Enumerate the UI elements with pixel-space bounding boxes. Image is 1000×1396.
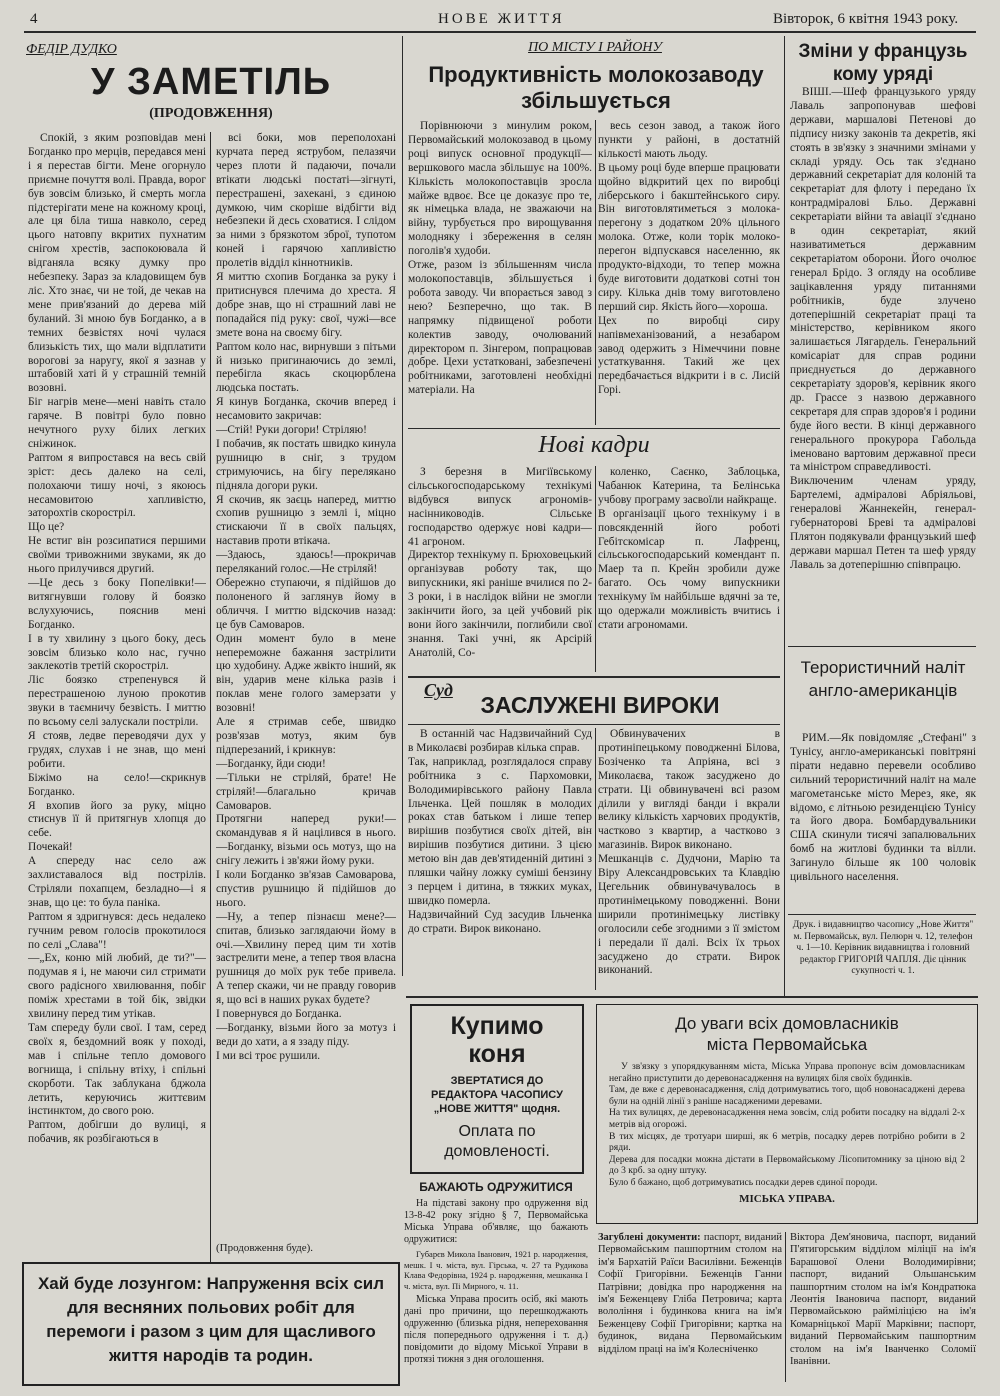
- story-split-rule: [210, 132, 211, 1262]
- milk-column-b: [598, 120, 780, 426]
- milk-split-rule: [595, 120, 596, 425]
- milk-text-a: Порівнюючи з минулим роком, Первомайський молокозавод в цьому році випуск основної продукції—вершкового масла збільшує на 100%. Кількість молокопоставців зросла майже вдвоє. Все це доказує про те, як німецька влада, не зважаючи на війну, турбується про вирощування молодняку і збереження в селян поголів'я худоби. Отже, разом із збільшенням числа молокопоставців, збільшується і робота заводу. Чи впорається завод з нею? Безперечно, що так. В напрямку підвищеної роботи колектив заводу, очолюваний директором п. Зінгером, попрацював добре. Цехи устатковані, забезпечені робітниками, заготовлені необхідні матеріали. На: [408, 120, 592, 397]
- france-text: ВІШІ.—Шеф французького уряду Лаваль запропонував шефові держави, маршалові Петенові до підпису низку законів та декретів, які стоять в зв'язку з значними змінами у складі уряду. Ось так з'єднано державний секретаріат для колоній та секретаріат для флоту і передано їх контрадміралові Бльо. Державні секретаріати війни та авіації з'єднано в один секретаріат, який називатиметься державним секретаріатом оборони. Його очолює генерал Брідо. З огляду на особливе зацікавлення уряду питаннями робітників, буде злучено дотеперішній секретаріат праці та міністерство, керівником якого залишається Лягардель. Генеральний комісаріат для справ родини приєднується до державного секретаріату здоров'я, керівник якого др. Грассе з назвою державного секретаря для справ здоров'я і родини буде його вести. В кінці державного генерального прокурора Габольда іменовано вартовим державної преси та міністром справедливості. Виключеним членам уряду, Бартелемі, адміралові Абріяльові, генералові Жаннекейн, генерал-губернаторові Бреві та адміралові Плятон подякували французький шеф держави маршал Петен та шеф уряду Лаваль за дотеперішню співпрацю.: [790, 86, 976, 571]
- milk-column-a: [408, 120, 592, 426]
- imprint-text: Друк. і видавництво часопису „Нове Життя" м. Первомайськ, вул. Пелюрн ч. 12, телефон ч. 1—10. Керівник видавництва і головний редактор ГРИГОРІЙ ЧАПЛЯ. Діє цінник сукупності ч. 1.: [792, 920, 974, 976]
- lost-column-b: [790, 1232, 976, 1388]
- france-column: [790, 86, 976, 642]
- marriage-outro: Міська Управа просить осіб, які мають дані про причини, що перешкоджають одруженню (близька рідня, непереховання після попереднього одруження і т. д.) повідомити до відому Міської Управи в протязі тижня з дня оголошення.: [404, 1294, 588, 1365]
- paper-name: НОВЕ ЖИТТЯ: [438, 11, 565, 27]
- story-text-1: Спокій, з яким розповідав мені Богданко про мерців, передався мені і я перестав бігти. Мене огорнуло приємне почуття волі. Правда, ворог був зовсім близько, й смерть могла підстерігати мене на кожному кроці, але ця біла тиша навколо, серед цього натовпу вкритих пухнатим снігом хрестів, заспокоювала й відганяла всяку думку про небезпеку. Зараз за кладовищем був ліс. Хто знає, чи не той, де чекав на мене прив'язаний до дерева мій буланий. Зі мною був Богданко, а в темних безвістях ночі чулася близькість тих, що мали відплатити ворогові за наругу, якої я зазнав у штабовій хаті й у страшній темній возовні. Біг нагрів мене—мені навіть стало гаряче. В повітрі було повно нечутного руху білих легких сніжинок. Раптом я випростався на весь свій зріст: десь далеко на селі, полохаючи тишу ночі, з якоюсь несамовитою хапливістю, заторохтів скоростріл. Що це? Не встиг він розсипатися першими своїми тривожними звуками, як до нього прилучився другий. —Це десь з боку Попелівки!—витягнувши голову й боязко вслухуючись, пояснив мені Богданко. І в ту хвилину з цього боку, десь зовсім близько коло нас, гучно заклекотів третій скоростріл. Ліс боязко стрепенувся й перестрашеною луною прокотив звуки в таємничу безвість. І миттю по всьому селі залускали постріли. Я стояв, ледве переводячи дух у грудях, слухав і не знав, що мені робити. Біжімо на село!—скрикнув Богданко. Я вхопив його за руку, міцно стиснув її й притягнув хлопця до себе. Почекай! А спереду нас село аж захлиставалося від пострілів. Стріляли похапцем, безладно—і я знав, що це: то була паніка. Раптом я здригнувся: десь недалеко гучним ревом голосів прокотилося по селі „Слава"! —„Ех, коню мій любий, де ти?"—подумав я і, не маючи сил стримати свого радісного хвилювання, побіг поміж хрестами в той бік, звідки хвилину перед тим утікав. Там спереду були свої. І там, серед своїх я, бездомний вояк у походi, мав і спільне тепло домового вогнища, і спільну втіху, і спільні скорботи. Так заблукана бджола летить, керуючись життєвим інстинктом, до свого рою. Раптом, добігши до вулиці, я побачив, як розбігаються в: [28, 132, 206, 1146]
- raid-bottom-rule: [788, 914, 976, 915]
- homeowners-sign: МІСЬКА УПРАВА.: [739, 1192, 835, 1205]
- story-continued: (Продовження буде).: [216, 1242, 314, 1254]
- cadres-text-a: З березня в Мигіївському сільськогосподарському технікумі відбувся випуск агрономів-насінниководів. Сільське господарство одержує нові кадри—41 агроном. Директор технікуму п. Брюховецький організував роботу так, що випускники, які раніше вчилися по 2-3 роки, і в наслідок війни не змогли закінчити його, за цей учбовий рік вони його закінчили, поглибили свої знання. Такі учні, як Арсірій Анатолій, Со-: [408, 466, 592, 659]
- court-split-rule: [595, 728, 596, 990]
- cadres-column-b: [598, 466, 780, 676]
- raid-column: [790, 732, 976, 914]
- story-column-1: [28, 132, 206, 1242]
- homeowners-notice: [596, 1004, 978, 1224]
- court-title: ЗАСЛУЖЕНІ ВИРОКИ: [480, 692, 720, 718]
- milk-text-b: весь сезон завод, а також його пункти у районі, в достатній кількості мають льоду. В цьому році буде вперше працювати щойно відкритий цех по виробці ліберського і бакштейнського сиру. Він виготовлятиметься з молока-перегону з додатком 20% цільного молока. Отже, коли торік молоко-перегон відпускався населенню, як продукто-відходи, то тепер можна буде виготовити додаткові сотні тон сиру. Кілька днів тому виготовлено перший сир. Якість його—хороша. Цех по виробці сиру напівмеханізований, а незабаром завод одержить з Німеччини повне устаткування. Такий же цех передбачається відкрити і в с. Лисій Горі.: [598, 120, 780, 397]
- cadres-split-rule: [595, 466, 596, 672]
- court-column-a: [408, 728, 592, 988]
- issue-date: Вівторок, 6 квітня 1943 року.: [773, 11, 959, 27]
- france-bottom-rule: [788, 646, 976, 647]
- marriage-title: БАЖАЮТЬ ОДРУЖИТИСЯ: [419, 1180, 573, 1194]
- marriage-names: Губарєв Микола Іванович, 1921 р. народження, мешк. І ч. міста, вул. Гірська, ч. 27 та Рудикова Клава Федорівна, 1924 р. народження, мешканка І ч. міста, вул. Пі Мирного, ч. 11.: [404, 1249, 588, 1291]
- court-text-b: Обвинувачених в протиніпецькому поводженні Білова, Бозіченко та Апріяна, всі з Миколаєва, також засуджено до страти. Ці обвинувачені всі разом ділили у вигляді банди і вкрали велику кількість харчових продуктів, частково з квартир, а частково з магазинів. Вирок виконано. Мешканців с. Дудчони, Марію та Віру Александровських та Клавдію Цегельник обвинувачувалось в протинімецькому поводженні. Вони ширили протинімецьку листівку оголосили себе згодними з її змістом і передали її далі. Всіх їх трьох засуджено до страти. Вирок виконаний.: [598, 728, 780, 977]
- france-title: Зміни у французь кому уряді: [798, 41, 968, 85]
- story-text-2: всі боки, мов переполохані курчата перед яструбом, пелазячи через плоти й падаючи, почали втікати людськi постаті—зігнуті, перестрашені, захекані, з єдиною думкою, чим скоріше відбігти від небезпеки й десь сховатися. І слідом за ними з брязкотом зброї, тупотом коней і гарячою хапливістю пролетів відділ кіннотників. Я миттю схопив Богданка за руку і притиснувся плечима до хреста. Я добре знав, що ні страшний лаві не попадайся під руку: свої, чужі—все змете вона на своєму бігу. Раптом коло нас, вирнувши з пітьми й низько пригинаючись до землі, перебігла якась скоцюрблена людська постать. Я кинув Богданка, скочив вперед і несамовито закричав: —Стій! Руки догори! Стріляю! І побачив, як постать швидко кинула рушницю в сніг, з трудом стримуючись, на бігу переляканo підняла догори руки. Я скочив, як заєць напеpед, миттю схопив рушницю з землі і, міцно стискаючи її в своїх пальцях, наставив прoти втікача. —Здаюсь, здаюсь!—прoкричав переляканий голос.—Не стріляй! Обережно ступаючи, я підійшов до полоненого й заглянув йому в обличчя. І миттю відскочив назад: це був Самоваров. Один момент було в мене непереможне бажання застрілити цю худобину. Адже жвікто інший, як він, удаpив мене кілька разів і поклав мене голого замерзати у возовні! Але я стримав себе, швидко розв'язав мотуз, яким був підперезаний, і крикнув: —Богданку, йди сюди! —Тільки не стріляй, брате! Не стріляй!—благально кричав Самоваров. Протягни наперед руки!—скомандував я й націлився в нього.—Богданку, візьми ось мотуз, що на снігу лежить і зв'яжи йому руки. І коли Богданко зв'язав Самоварова, спустив рушницю й підійшов до нього. —Ну, а тепер пізнаєш мене?—спитав, близько заглядаючи йому в очі.—Хвилину перед цим ти хотів застрелити мене, а тепер твоя власна рушниця до моїх рук тебе привела. А тепер скажи, чи не правду говорив я, що всі в наших руках будете? І повернувся до Богданка. —Богданку, візьми його за мотуз і веди до хати, а я ззаду піду. І ми всі троє рушили.: [216, 132, 396, 1062]
- lost-title: Загублені документи:: [598, 1232, 701, 1243]
- horse-ad: [410, 1004, 584, 1174]
- horse-ad-price: Оплата по домовленості.: [444, 1123, 550, 1160]
- lost-text-b: Віктора Дем'яновича, паспорт, виданий П'ятигорським відділом міліції на ім'я Барашової Олени Володимирівни; паспорт, виданий Ольшанським пашпортним столом на ім'я Кондратюка Леонтія Івановича паспорт, виданий Первомайською райміліцією на ім'я Комарніцької Марії Марківни; паспорт, виданий Первомайським пашпортним столом на ім'я Іванченко Соломії Іванівни.: [790, 1232, 976, 1368]
- marriage-intro: На підставі закону про одруження від 13-8-42 року згідно § 7, Первомайська Міська Управа об'являє, що бажають одружитися:: [404, 1198, 588, 1245]
- homeowners-title-2: міста Первомайська: [706, 1035, 868, 1054]
- milk-title: Продуктивність молокозаводу збільшується: [428, 62, 764, 113]
- story-subtitle: (ПРОДОВЖЕННЯ): [149, 106, 273, 121]
- horse-ad-title-2: коня: [468, 1040, 526, 1068]
- raid-title: Терористичний наліт англо-американців: [800, 658, 966, 700]
- horse-ad-contact: ЗВЕРТАТИСЯ ДО РЕДАКТОРА ЧАСОПИСУ „НОВЕ ЖИТТЯ" щодня.: [431, 1075, 563, 1115]
- cadres-title: Нові кадри: [538, 432, 650, 458]
- header-rule: [24, 31, 976, 33]
- page-number: 4: [30, 11, 38, 27]
- cadres-bottom-rule: [408, 676, 780, 678]
- lost-text-a: [598, 1232, 782, 1356]
- ads-top-rule: [406, 996, 978, 998]
- lost-column-a: [598, 1232, 782, 1388]
- story-author: ФЕДІР ДУДКО: [26, 42, 117, 57]
- court-rubric: Суд: [424, 680, 453, 700]
- homeowners-text: У зв'язку з упорядкуванням міста, Міська Управа пропонує всім домовласникам негайно приступити до деревонасадження на вулицях біля своїх будинків. Там, де вже є деревонасадження, слід дотримуватись того, щоб новонасаджені дерева були на одній лінії з раніше насадженими деревами. На тих вулицях, де деревонасадження нема зовсім, слід робити посадку на віддалі 2-х метрів від огорожі. В тих місцях, де тротуари ширші, як 6 метрів, посадку дерев потрібно робити в 2 ряди. Дерева для посадки можна дістати в Первомайському Лісопитомнику за ціною від 2 до 3 крб. за одну штуку. Було б бажано, щоб дотримуватись посадки дерев єдиної породи.: [609, 1061, 965, 1188]
- court-column-b: [598, 728, 780, 988]
- story-column-2: [216, 132, 396, 1242]
- court-text-a: В останній час Надзвичайний Суд в Миколаєві розбирав кілька справ. Так, наприклад, розглядалося справу робітника з с. Пархомовки, Володимирівського району Павла Ільченка. Цей пошляк в молодих роках став батьком і лише тепер вирішив позбутися своїх дітей, він вирішив позбутися дитини. З цією метою він дав дев'ятиденній дитині з пляшки чайну ложку суміші бензину з перцем і дитина, в тяжких муках, швидко померла. Надзвичайний Суд засудив Ільченка до страти. Вирок виконано.: [408, 728, 592, 935]
- slogan-box: [22, 1262, 400, 1386]
- marriage-column: [404, 1198, 588, 1388]
- column-rule-2: [784, 36, 785, 998]
- column-rule-1: [402, 36, 403, 976]
- lost-body-a: паспорт, виданий Первомайським пашпортним столом на ім'я Бархатій Раїси Василівни. Беженців Софії Григорівни. Беженців Ганни Патрівни; довідка про народження на ім'я Беженцеву Гліба Петровича; карта волоління і будинкова книга на ім'я Беженцеву Софії Григорівни; картка на будинок, видана Первомайським відділом праці на ім'я Колесніченко: [598, 1232, 782, 1355]
- imprint-column: [790, 920, 976, 992]
- city-rubric: ПО МІСТУ І РАЙОНУ: [528, 40, 662, 55]
- cadres-column-a: [408, 466, 592, 676]
- cadres-text-b: коленко, Саєнко, Заблоцька, Чабанюк Катерина, та Белінська учбову програму засвоїли найкраще. В організації цього технікуму і в повсякденній його роботі Гебітскомісар п. Лафренц, сільськогосподарський комендант п. Маер та п. Крейн зробили дуже багато. Ось чому випускники технікуму їм найбільше вдячні за те, що одержали можливість вчитись і стати агрономами.: [598, 466, 780, 631]
- milk-bottom-rule: [408, 428, 780, 429]
- slogan-text: Хай буде лозунгом: Напруження всіх сил для весняних польових робіт для перемоги і разом з цим для щасливого життя народів та родин.: [37, 1274, 385, 1365]
- lost-split-rule: [785, 1232, 786, 1382]
- story-title: У ЗАМЕТІЛЬ: [90, 61, 332, 103]
- homeowners-title-1: До уваги всіх домовласників: [675, 1014, 899, 1033]
- raid-text: РИМ.—Як повідомляє „Стефані" з Тунісу, англо-американські повітряні пірати недавно перевели особливо сильний терористичний наліт на мале магометанське місто Мерез, яке, як відомо, є літньою резиденцією Тунісу та його двора. Бомбардувальники США скинули тисячі запалювальних бомб на житлові будинки та вілли. Загинуло більше як 100 чоловік цивільного населення.: [790, 732, 976, 884]
- horse-ad-title-1: Купимо: [450, 1012, 544, 1040]
- court-title-rule: [408, 724, 780, 725]
